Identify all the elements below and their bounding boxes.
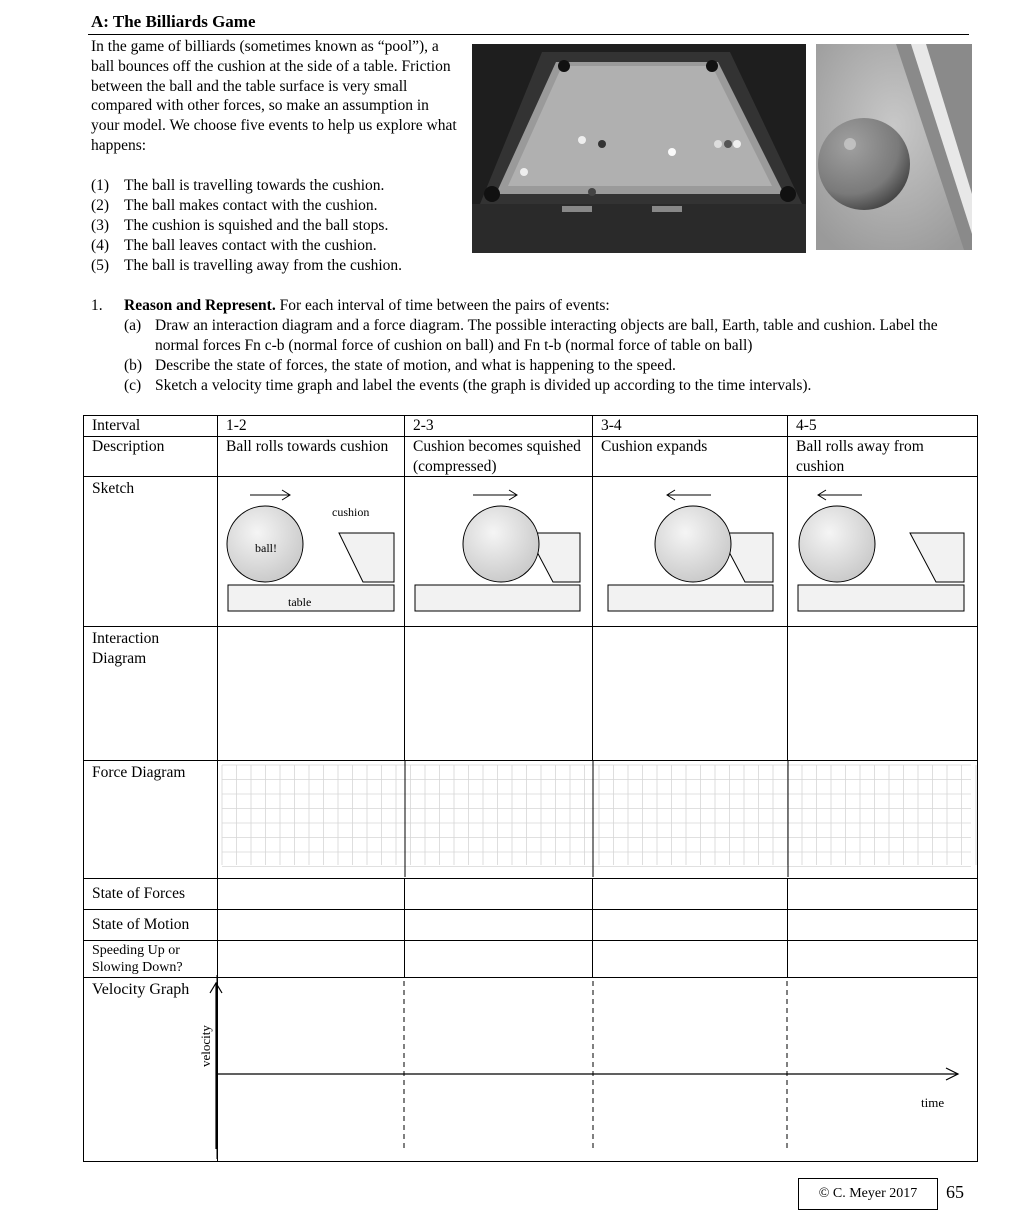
state-forces-cell[interactable] <box>218 879 405 910</box>
force-grid-cell[interactable] <box>218 761 978 879</box>
pool-table-photo <box>472 44 806 253</box>
interval-cell: 2-3 <box>405 416 593 437</box>
sketch-cell <box>593 477 788 627</box>
question-part-c: (c) Sketch a velocity time graph and label the events (the graph is divided up according to the time intervals). <box>124 377 812 394</box>
sketch-row <box>84 477 978 627</box>
sketch-3-4 <box>593 477 788 625</box>
page-number: 65 <box>946 1182 964 1202</box>
speeding-cell[interactable] <box>788 941 978 978</box>
row-label-speeding: Speeding Up or Slowing Down? <box>84 941 218 978</box>
time-axis-label: time <box>921 1095 945 1110</box>
event-item: (2) The ball makes contact with the cushion. <box>91 197 378 214</box>
interval-cell: 1-2 <box>218 416 405 437</box>
event-item: (5) The ball is travelling away from the cushion. <box>91 257 403 274</box>
state-motion-row <box>84 910 978 941</box>
event-item: (4) The ball leaves contact with the cushion. <box>91 237 377 254</box>
table-label: table <box>288 595 312 609</box>
interaction-cell[interactable] <box>405 627 593 761</box>
question-title: Reason and Represent. <box>124 297 276 314</box>
question-heading <box>124 296 984 316</box>
question-part-a: (a) Draw an interaction diagram and a force diagram. The possible interacting objects are ball, Earth, table and cushion. Label the normal forces Fn c-b (normal force of cushion on ball) and Fn t-b (normal force of table on ball) <box>124 317 938 354</box>
event-list <box>91 176 461 276</box>
force-grid-lines <box>222 765 976 867</box>
state-forces-cell[interactable] <box>788 879 978 910</box>
description-cell: Ball rolls away from cushion <box>788 437 978 477</box>
row-label-state-forces: State of Forces <box>84 879 218 910</box>
row-label-force: Force Diagram <box>84 761 218 879</box>
description-row <box>84 437 978 477</box>
interaction-cell[interactable] <box>218 627 405 761</box>
sketch-cell <box>405 477 593 627</box>
copyright-box: © C. Meyer 2017 <box>798 1178 938 1210</box>
sketch-cell <box>218 477 405 627</box>
row-label-sketch: Sketch <box>84 477 218 627</box>
ball-cushion-photo <box>816 44 972 250</box>
row-label-interval: Interval <box>84 416 218 437</box>
event-item: (1) The ball is travelling towards the cushion. <box>91 177 385 194</box>
interaction-cell[interactable] <box>788 627 978 761</box>
cushion-label: cushion <box>332 505 370 519</box>
velocity-axes <box>83 975 977 1159</box>
state-forces-cell[interactable] <box>593 879 788 910</box>
intro-paragraph: In the game of billiards (sometimes known as “pool”), a ball bounces off the cushion at the side of a table. Friction between the ball and the table surface is very small compared with other forces, so make an assumption in your model. We choose five events to help us explore what happens: <box>91 38 457 154</box>
state-motion-cell[interactable] <box>405 910 593 941</box>
description-cell: Cushion becomes squished (compressed) <box>405 437 593 477</box>
question-lead: For each interval of time between the pairs of events: <box>275 297 610 314</box>
sketch-1-2 <box>218 477 405 625</box>
description-cell: Cushion expands <box>593 437 788 477</box>
heading-rule <box>88 34 969 35</box>
interaction-cell[interactable] <box>593 627 788 761</box>
interval-row <box>84 416 978 437</box>
speeding-cell[interactable] <box>405 941 593 978</box>
velocity-axis-label: velocity <box>198 1025 213 1067</box>
sketch-cell <box>788 477 978 627</box>
state-forces-row <box>84 879 978 910</box>
speeding-row <box>84 941 978 978</box>
question-part-b: (b) Describe the state of forces, the state of motion, and what is happening to the speed. <box>124 357 676 374</box>
sketch-4-5 <box>788 477 978 625</box>
force-grid[interactable] <box>218 761 977 877</box>
interval-cell: 4-5 <box>788 416 978 437</box>
row-label-interaction: Interaction Diagram <box>84 627 218 761</box>
section-heading: A: The Billiards Game <box>91 12 256 31</box>
row-label-velocity: Velocity Graph <box>84 978 218 1162</box>
state-motion-cell[interactable] <box>593 910 788 941</box>
row-label-description: Description <box>84 437 218 477</box>
state-motion-cell[interactable] <box>218 910 405 941</box>
description-cell: Ball rolls towards cushion <box>218 437 405 477</box>
interaction-row <box>84 627 978 761</box>
speeding-cell[interactable] <box>218 941 405 978</box>
ball-label: ball! <box>255 541 277 555</box>
state-motion-cell[interactable] <box>788 910 978 941</box>
interval-cell: 3-4 <box>593 416 788 437</box>
question-number: 1. <box>91 297 103 314</box>
force-row <box>84 761 978 879</box>
event-item: (3) The cushion is squished and the ball stops. <box>91 217 389 234</box>
sketch-2-3 <box>405 477 593 625</box>
row-label-state-motion: State of Motion <box>84 910 218 941</box>
state-forces-cell[interactable] <box>405 879 593 910</box>
speeding-cell[interactable] <box>593 941 788 978</box>
